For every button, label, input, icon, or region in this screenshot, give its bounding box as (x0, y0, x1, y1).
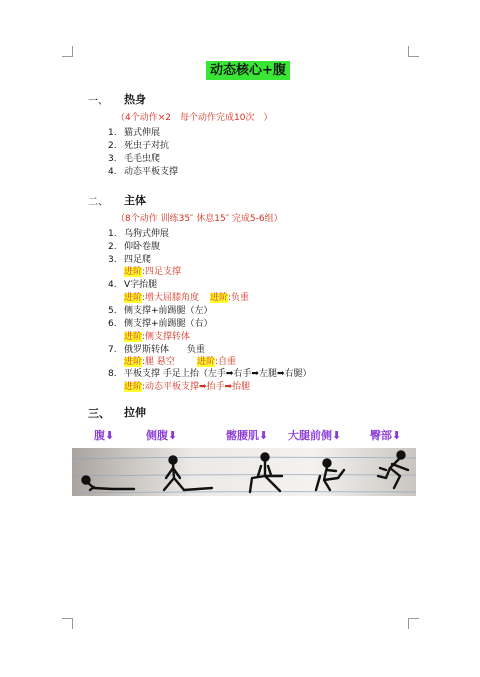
stretch-label-iliopsoas: 髂腰肌⬇ (226, 429, 269, 442)
stretch-label-glutes: 臀部⬇ (370, 429, 402, 442)
section-heading-warmup: 热身 (124, 93, 146, 106)
list-item: 2. 仰卧卷腹 (108, 242, 161, 252)
advance-label: 进阶 (124, 382, 143, 392)
warmup-note: （4个动作×2 每个动作完成10次 ） (116, 113, 273, 123)
corner-mark-top-left (62, 46, 73, 57)
list-item: 7. 俄罗斯转体 负重 (108, 345, 206, 355)
advance-label: 进阶 (210, 293, 229, 303)
list-item: 1. 乌狗式伸展 (108, 229, 170, 239)
stretch-label-quadriceps: 大腿前侧⬇ (288, 429, 342, 442)
advance-note: 进阶:增大屈膝角度 (124, 293, 200, 303)
advance-note: 进阶:四足支撑 (124, 267, 182, 277)
advance-label: 进阶 (197, 357, 216, 367)
stretch-label-side-abdomen: 侧腹⬇ (146, 429, 178, 442)
corner-mark-bottom-left (62, 618, 73, 629)
corner-mark-top-right (408, 46, 419, 57)
section-heading-stretch: 拉伸 (124, 406, 146, 419)
main-note: （8个动作 训练35″ 休息15″ 完成5-6组） (116, 214, 283, 224)
list-item: 6. 侧支撑+前踢腿（右） (108, 319, 213, 329)
document-title: 动态核心+腹 (206, 61, 290, 80)
list-item: 4. 动态平板支撑 (108, 167, 179, 177)
advance-note: 进阶:负重 (210, 293, 250, 303)
advance-note: 进阶:动态平板支撑➡抬手➡抬腿 (124, 382, 251, 392)
section-number-main: 二、 (88, 197, 108, 208)
advance-label: 进阶 (124, 357, 143, 367)
list-item: 5. 侧支撑+前踢腿（左） (108, 306, 213, 316)
advance-note: 进阶:侧支撑转体 (124, 332, 191, 342)
list-item: 1. 猫式伸展 (108, 128, 161, 138)
stretch-label-abdomen: 腹⬇ (94, 429, 115, 442)
advance-label: 进阶 (124, 267, 143, 277)
corner-mark-bottom-right (408, 618, 419, 629)
advance-note: 进阶:自重 (197, 357, 237, 367)
list-item: 2. 死虫子对抗 (108, 141, 170, 151)
list-item: 3. 毛毛虫爬 (108, 154, 161, 164)
stretch-figures-image (72, 448, 416, 496)
list-item: 3. 四足爬 (108, 255, 152, 265)
section-number-stretch: 三、 (88, 407, 110, 420)
advance-label: 进阶 (124, 293, 143, 303)
section-heading-main: 主体 (124, 194, 146, 207)
advance-label: 进阶 (124, 332, 143, 342)
list-item: 4. V字抬腿 (108, 280, 158, 290)
list-item: 8. 平板支撑 手足上抬（左手➡右手➡左腿➡右腿） (108, 369, 312, 379)
section-number-warmup: 一、 (88, 96, 108, 107)
advance-note: 进阶:腿 悬空 (124, 357, 175, 367)
